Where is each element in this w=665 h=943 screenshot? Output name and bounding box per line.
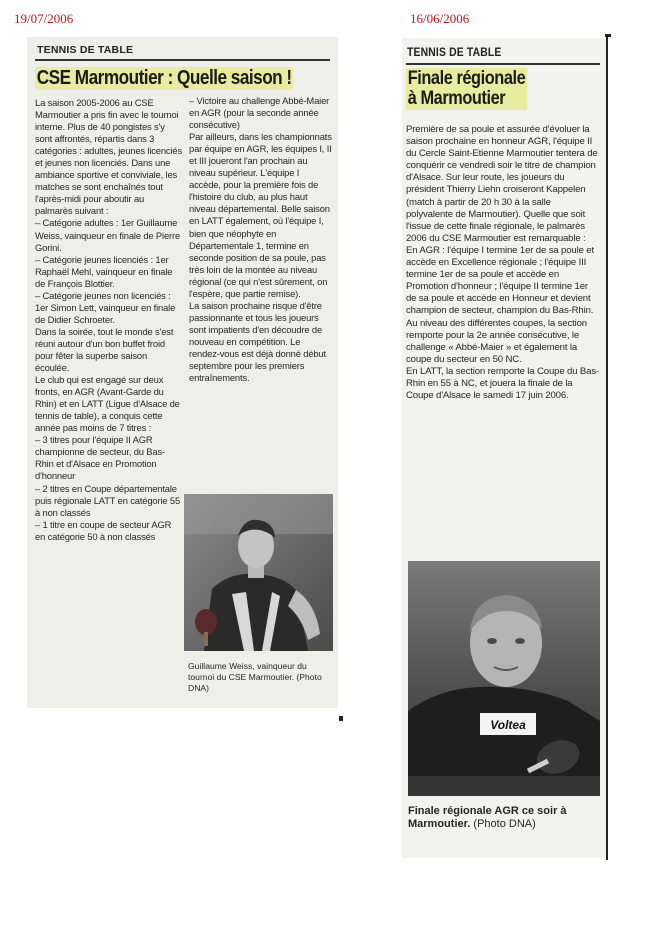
paragraph: La saison prochaine risque d'être passionnante et tous les joueurs sont impatients d'en découdre de nouveau en compétition. Le rendez-vous est déjà donné début septembre pour les premiers entraînements.	[189, 299, 326, 384]
clipping-date-1: 19/07/2006	[14, 11, 74, 26]
photo-caption	[188, 661, 332, 694]
scan-mark	[605, 34, 611, 37]
paragraph: – 1 titre en coupe de secteur AGR en catégorie 50 à non classés	[35, 518, 172, 542]
paragraph: Le club qui est engagé sur deux fronts, en AGR (Avant-Garde du Rhin) et en LATT (Ligue d'Alsace de tennis de table), a conquis cette année pas moins de 7 titres :	[35, 374, 180, 434]
paragraph: – 3 titres pour l'équipe II AGR championne de secteur, du Bas-Rhin et d'Alsace en Promotion d'honneur	[35, 434, 165, 482]
table-tennis-player-image	[408, 561, 600, 796]
paragraph: Par ailleurs, dans les championnats par équipe en AGR, les équipes I, II et III joueront l'an prochain au niveau supérieur. L'équipe I accède, pour la première fois de l'histoire du club, au plus haut niveau départemental. Belle saison en LATT également, où l'équipe I, bien que néophyte en Départementale 1, termine en seconde position de sa poule, pas très loin de la montée au niveau régional (ce qui n'est sûrement, on l'espère, que partie remise).	[189, 131, 332, 299]
article-column-2	[189, 95, 332, 384]
rubric-label: TENNIS DE TABLE	[407, 47, 502, 59]
article-column-1	[35, 97, 183, 543]
paragraph: – Catégorie jeunes licenciés : 1er Raphaël Mehl, vainqueur en finale de François Blottier.	[35, 253, 173, 289]
photo-credit: (Photo DNA)	[470, 818, 536, 830]
rubric-rule	[406, 63, 600, 65]
table-tennis-player-image	[184, 494, 333, 651]
article-headline	[406, 68, 527, 110]
player-photo	[184, 494, 333, 651]
paragraph: – Catégorie adultes : 1er Guillaume Weiss, vainqueur en finale de Pierre Gorini.	[35, 217, 181, 253]
caption-text: Finale régionale AGR ce soir à Marmoutier.	[408, 805, 567, 830]
scan-edge-line	[606, 34, 608, 860]
photo-caption	[408, 805, 600, 831]
headline-line-2: à Marmoutier	[407, 87, 506, 109]
paragraph: La saison 2005-2006 au CSE Marmoutier a pris fin avec le tournoi interne. Plus de 40 pongistes s'y sont affrontés, répartis dans 3 catégories : adultes, jeunes licenciés et jeunes non licenciés. Dans une ambiance sportive et conviviale, les matches se sont enchaînés tout l'après-midi pour aboutir au palmarès suivant :	[35, 97, 182, 217]
newspaper-clipping-2	[402, 38, 606, 858]
rubric-rule	[35, 59, 330, 61]
paragraph: – Catégorie jeunes non licenciés : 1er Simon Lett, vainqueur en finale de Didier Schroeter.	[35, 289, 176, 325]
photo-credit: (Photo DNA)	[188, 672, 322, 693]
paragraph: – 2 titres en Coupe départementale puis régionale LATT en catégorie 55 à non classés	[35, 482, 181, 518]
clipping-date-2: 16/06/2006	[410, 11, 470, 26]
scan-mark	[339, 716, 343, 721]
newspaper-clipping-1	[27, 37, 338, 708]
paragraph: Au niveau des différentes coupes, la section remporte pour la 2e année consécutive, le challenge « Abbé-Maier » et également la coupe du secteur en 50 NC.	[406, 317, 587, 365]
paragraph: – Victoire au challenge Abbé-Maier en AGR (pour la seconde année consécutive)	[189, 95, 330, 131]
sponsor-banner-text: Voltea	[490, 718, 526, 732]
caption-text: Guillaume Weiss, vainqueur du tournoi du CSE Marmoutier.	[188, 661, 307, 682]
headline-line-1: Finale régionale	[407, 68, 526, 89]
paragraph: En LATT, la section remporte la Coupe du Bas-Rhin en 55 à NC, et jouera la finale de la Coupe d'Alsace le samedi 17 juin 2006.	[406, 365, 600, 402]
article-body	[406, 124, 600, 402]
rubric-label: TENNIS DE TABLE	[37, 44, 134, 56]
paragraph: Première de sa poule et assurée d'évoluer la saison prochaine en honneur AGR, l'équipe II du Cercle Saint-Etienne Marmoutier tentera de conquérir ce vendredi soir le titre de champion d'Alsace. Sur leur route, les joueurs du président Thierry Liehn croiseront Kappelen (match à partir de 20 h 30 à la salle polyvalente de Marmoutier). Quelle que soit l'issue de cette finale régionale, le palmarès 2006 du CSE Marmoutier est remarquable :	[406, 124, 598, 244]
paragraph: En AGR : l'équipe I termine 1er de sa poule et accède en Excellence régionale ; l'équipe III termine 1er de sa poule et accède en Promotion d'honneur ; l'équipe II termine 1er de sa poule et accède en Honneur et devient champion de secteur, champion du Bas-Rhin.	[406, 244, 594, 317]
paragraph: Dans la soirée, tout le monde s'est réuni autour d'un bon buffet froid pour fêter la superbe saison écoulée.	[35, 325, 174, 374]
article-headline: CSE Marmoutier : Quelle saison !	[36, 67, 292, 89]
player-photo	[408, 561, 600, 796]
